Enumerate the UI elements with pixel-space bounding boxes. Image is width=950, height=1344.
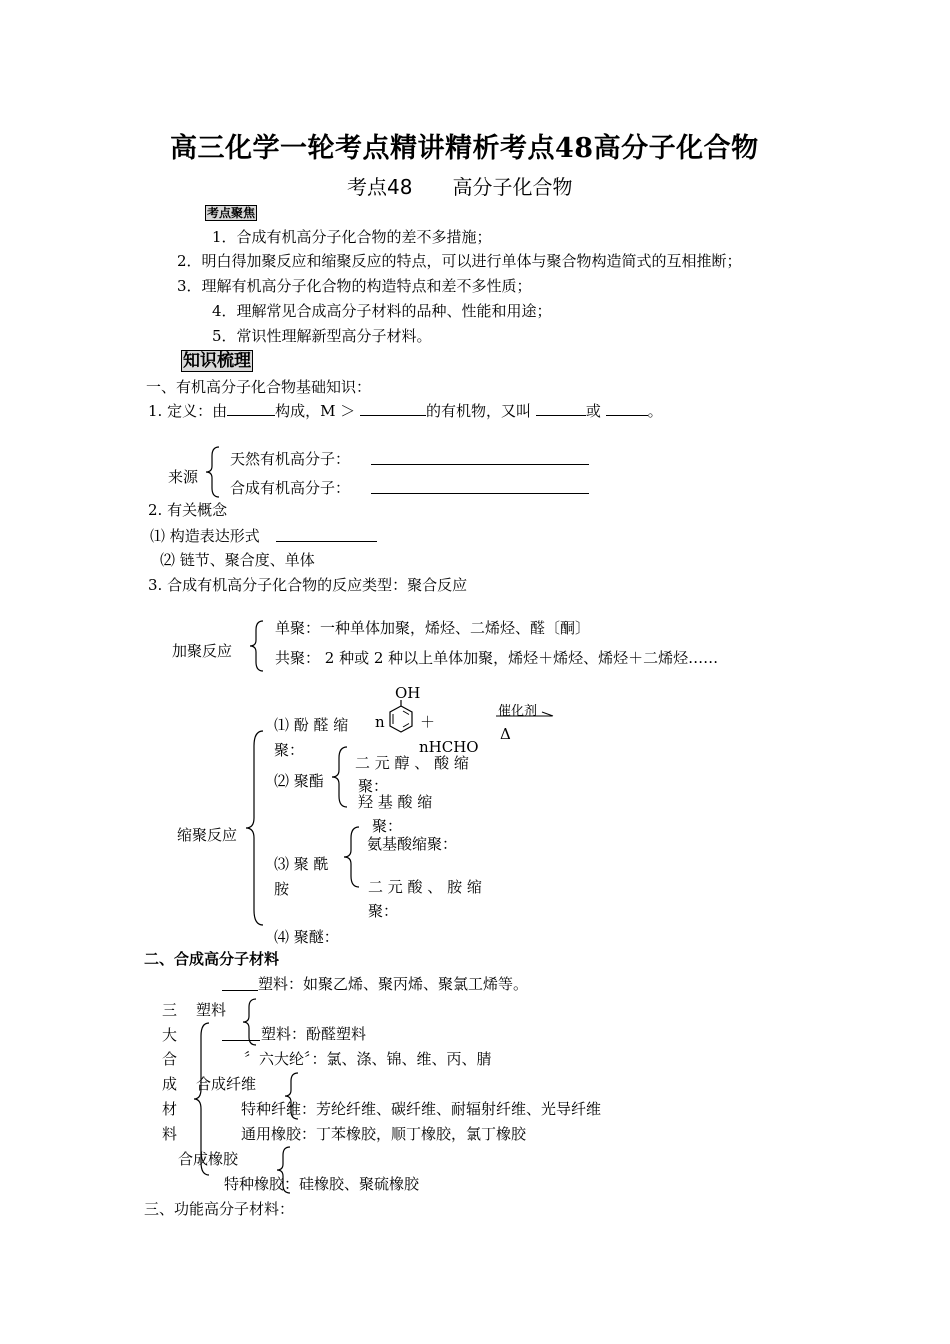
focus-item-2: 2．明白得加聚反应和缩聚反应的特点，可以进行单体与聚合物构造简式的互相推断； (177, 252, 742, 270)
benzene-ring-icon (388, 700, 418, 740)
plastic-1: 塑料：如聚乙烯、聚丙烯、聚氯工烯等。 (258, 975, 529, 993)
heat-symbol: Δ (500, 725, 511, 743)
he-char: 合 (162, 1050, 178, 1068)
section-2-heading: 二、合成高分子材料 (144, 950, 280, 968)
focus-item-4: 4．理解常见合成高分子材料的品种、性能和用途； (212, 302, 552, 320)
polyester-hydroxy-acid-a: 羟 基 酸 缩 (358, 793, 433, 811)
definition-text-e: 。 (647, 402, 663, 420)
reaction-arrow-icon (496, 709, 556, 723)
concept-1: ⑴ 构造表达形式 (150, 527, 260, 545)
blank-natural (371, 464, 589, 465)
polyamide-brace (342, 826, 364, 888)
focus-label: 考点聚焦 (207, 206, 256, 220)
focus-item-5: 5．常识性理解新型高分子材料。 (212, 327, 432, 345)
focus-item-3: 3．理解有机高分子化合物的构造特点和差不多性质； (177, 277, 532, 295)
general-rubber: 通用橡胶：丁苯橡胶，顺丁橡胶，氯丁橡胶 (241, 1125, 527, 1143)
addition-label: 加聚反应 (172, 642, 233, 660)
source-natural: 天然有机高分子： (230, 450, 351, 468)
liao-char: 料 (162, 1125, 178, 1143)
cheng-char: 成 (162, 1075, 178, 1093)
polyether: ⑷ 聚醚： (274, 928, 339, 946)
definition-text-b: 构成，M ＞ (275, 402, 356, 420)
condensation-brace (243, 730, 267, 926)
blank-3 (536, 401, 586, 416)
polyamide-label-a: ⑶ 聚 酰 (274, 855, 329, 873)
plus-sign: ＋ (420, 713, 436, 731)
definition-line (148, 401, 663, 421)
polyester-brace (330, 746, 352, 808)
knowledge-label: 知识梳理 (183, 351, 251, 371)
source-label: 来源 (168, 468, 199, 486)
plastic-brace (242, 998, 260, 1046)
blank-concept (276, 541, 377, 542)
concept-2: ⑵ 链节、聚合度、单体 (160, 551, 315, 569)
formaldehyde: nHCHO (419, 738, 479, 756)
fiber-six: 〞六大纶〞：氯、涤、锦、维、丙、腈 (244, 1050, 492, 1068)
three-char: 三 (162, 1001, 178, 1019)
page-subtitle: 考点48 高分子化合物 (347, 175, 573, 199)
section-3-heading: 三、功能高分子材料： (144, 1200, 295, 1218)
big-char: 大 (162, 1026, 178, 1044)
blank-4 (606, 401, 648, 416)
addition-brace (248, 620, 268, 672)
synthetic-fiber-label: 合成纤维 (196, 1075, 257, 1093)
blank-plastic-1 (222, 990, 258, 991)
polyamide-diacid-amine-a: 二 元 酸 、 胺 缩 (368, 878, 482, 896)
blank-1 (227, 401, 275, 416)
cai-char: 材 (162, 1100, 178, 1118)
phenol-n: n (375, 713, 385, 731)
special-rubber: 特种橡胶：硅橡胶、聚硫橡胶 (224, 1175, 420, 1193)
plastic-label: 塑料 (196, 1001, 227, 1019)
definition-text-c: 的有机物，又叫 (426, 402, 532, 420)
source-synthetic: 合成有机高分子： (230, 479, 351, 497)
co-polymerization: 共聚： 2 种或 2 种以上单体加聚，烯烃＋烯烃、烯烃＋二烯烃…… (275, 649, 719, 667)
polyamide-amino-acid: 氨基酸缩聚： (367, 835, 458, 853)
catalyst-label: 催化剂 (498, 704, 538, 719)
focus-item-1: 1．合成有机高分子化合物的差不多措施； (212, 228, 492, 246)
source-brace (204, 446, 224, 498)
special-fiber: 特种纤维：芳纶纤维、碳纤维、耐辐射纤维、光导纤维 (241, 1100, 602, 1118)
concepts-heading: 2. 有关概念 (148, 501, 228, 519)
page-title: 高三化学一轮考点精讲精析考点48高分子化合物 (170, 133, 759, 164)
polyester-diol-acid-b: 聚： (358, 777, 389, 795)
blank-2 (360, 401, 426, 416)
condensation-label: 缩聚反应 (177, 826, 238, 844)
phenol-formaldehyde-a: ⑴ 酚 醛 缩 (274, 716, 349, 734)
synthetic-rubber-label: 合成橡胶 (178, 1150, 239, 1168)
homo-polymerization: 单聚：一种单体加聚，烯烃、二烯烃、醛〔酮〕 (275, 619, 591, 637)
phenol-formaldehyde-b: 聚： (274, 741, 305, 759)
blank-plastic-2 (222, 1040, 260, 1041)
polyester-hydroxy-acid-b: 聚： (372, 817, 403, 835)
phenol-oh: OH (395, 684, 421, 702)
definition-text-d: 或 (585, 402, 601, 420)
plastic-2: 塑料：酚醛塑料 (261, 1025, 367, 1043)
definition-text-a: 1. 定义：由 (148, 402, 228, 420)
polyamide-diacid-amine-b: 聚： (368, 902, 399, 920)
blank-synthetic (371, 493, 589, 494)
polyester-diol-acid-a: 二 元 醇 、 酸 缩 (355, 754, 469, 772)
polyester-label: ⑵ 聚酯 (274, 772, 324, 790)
section-1-heading: 一、有机高分子化合物基础知识： (146, 378, 372, 396)
reaction-types-heading: 3. 合成有机高分子化合物的反应类型：聚合反应 (148, 576, 468, 594)
polyamide-label-b: 胺 (274, 880, 290, 898)
